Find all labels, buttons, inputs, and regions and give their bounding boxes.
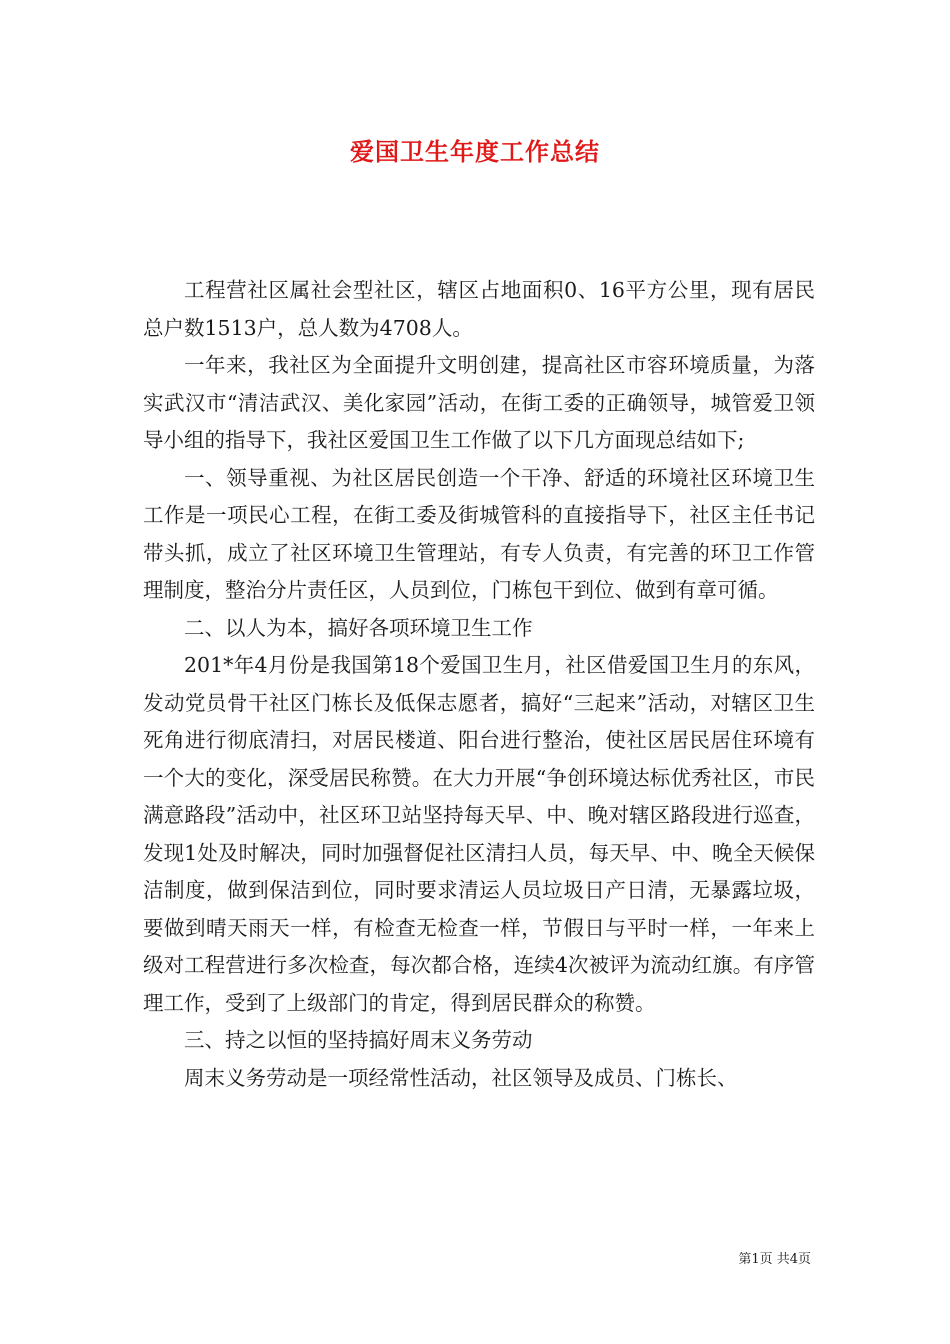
document-title: 爱国卫生年度工作总结: [350, 137, 600, 166]
paragraph-leadership: 一、领导重视、为社区居民创造一个干净、舒适的环境社区环境卫生工作是一项民心工程，在街工委及街城管科的直接指导下，社区主任书记带头抓，成立了社区环境卫生管理站，有专人负责，有完善的环卫工作管理制度，整治分片责任区，人员到位，门栋包干到位、做到有章可循。: [143, 465, 815, 602]
section-heading-weekend-labor: 三、持之以恒的坚持搞好周末义务劳动: [184, 1028, 533, 1052]
section-heading-people-oriented: 二、以人为本，搞好各项环境卫生工作: [184, 615, 533, 640]
paragraph-annual-summary-intro: 一年来，我社区为全面提升文明创建，提高社区市容环境质量，为落实武汉市“清洁武汉、美化家园”活动，在街工委的正确领导，城管爱卫领导小组的指导下，我社区爱国卫生工作做了以下几方面现总结如下;: [143, 353, 815, 452]
paragraph-health-month: 201*年4月份是我国第18个爱国卫生月，社区借爱国卫生月的东风，发动党员骨干社区门栋长及低保志愿者，搞好“三起来”活动，对辖区卫生死角进行彻底清扫，对居民楼道、阳台进行整治，使社区居民居住环境有一个大的变化，深受居民称赞。在大力开展“争创环境达标优秀社区，市民满意路段”活动中，社区环卫站坚持每天早、中、晚对辖区路段进行巡查，发现1处及时解决，同时加强督促社区清扫人员，每天早、中、晚全天候保洁制度，做到保洁到位，同时要求清运人员垃圾日产日清，无暴露垃圾，要做到晴天雨天一样，有检查无检查一样，节假日与平时一样，一年来上级对工程营进行多次检查，每次都合格，连续4次被评为流动红旗。有序管理工作，受到了上级部门的肯定，得到居民群众的称赞。: [143, 653, 815, 1015]
paragraph-community-overview: 工程营社区属社会型社区，辖区占地面积0、16平方公里，现有居民总户数1513户，总人数为4708人。: [143, 278, 815, 340]
document-body: [143, 272, 815, 1097]
page-number-footer: 第1页 共4页: [738, 1252, 811, 1267]
paragraph-weekend-labor: 周末义务劳动是一项经常性活动，社区领导及成员、门栋长、: [184, 1065, 738, 1090]
